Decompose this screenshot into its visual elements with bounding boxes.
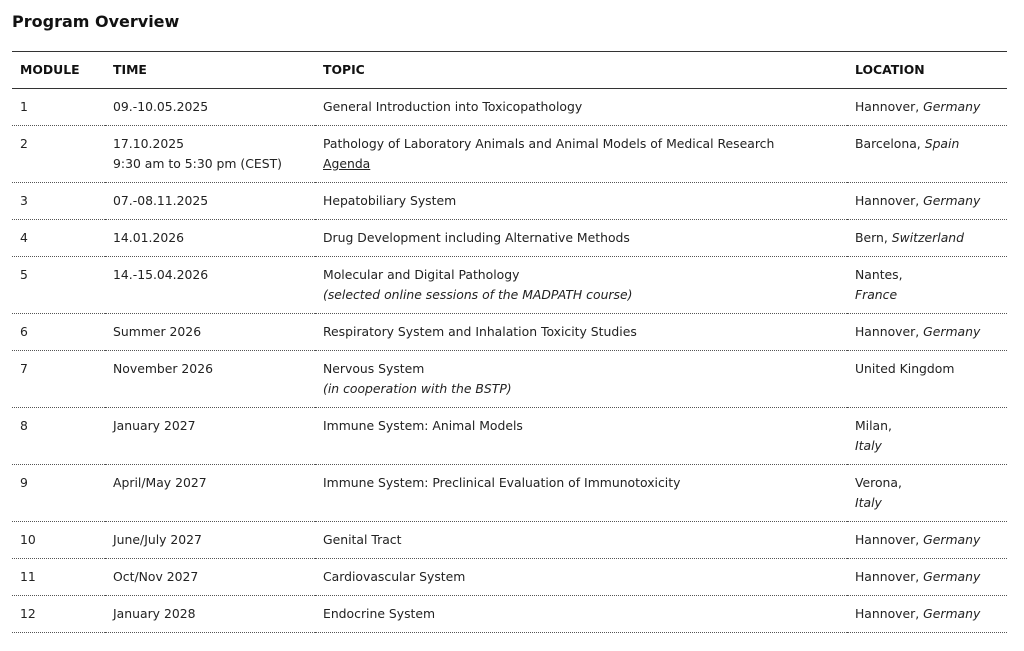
topic-cell: [315, 465, 847, 522]
location-city: Hannover,: [854, 324, 920, 339]
topic-cell: [315, 220, 847, 257]
header-location: LOCATION: [854, 62, 925, 77]
topic-note: (in cooperation with the BSTP): [323, 381, 512, 396]
topic-cell: [315, 314, 847, 351]
location-country: Italy: [854, 495, 882, 510]
topic-text: General Introduction into Toxicopathology: [323, 99, 583, 114]
time-cell: [105, 522, 315, 559]
time-text: 14.01.2026: [113, 230, 184, 245]
table-row: [12, 522, 1007, 559]
time-cell: [105, 257, 315, 314]
time-cell: [105, 559, 315, 596]
location-cell: [847, 126, 1007, 183]
location-cell: [847, 596, 1007, 633]
location-cell: [847, 257, 1007, 314]
location-country: Germany: [923, 606, 981, 621]
time-cell: [105, 351, 315, 408]
location-city: Milan,: [854, 418, 892, 433]
time-cell: [105, 89, 315, 126]
location-city: Hannover,: [854, 99, 920, 114]
location-country: Germany: [923, 532, 981, 547]
time-text: 14.-15.04.2026: [113, 267, 209, 282]
location-country: Switzerland: [891, 230, 965, 245]
time-text: January 2028: [113, 606, 196, 621]
location-country: Germany: [923, 569, 981, 584]
location-cell: [847, 314, 1007, 351]
location-cell: [847, 220, 1007, 257]
table-row: [12, 596, 1007, 633]
module-number-cell: 6: [12, 314, 105, 351]
table-body: [12, 89, 1007, 633]
location-country: Spain: [924, 136, 960, 151]
location-cell: [847, 183, 1007, 220]
location-city: Hannover,: [854, 569, 920, 584]
location-city: United Kingdom: [854, 361, 955, 376]
topic-text: Cardiovascular System: [323, 569, 466, 584]
location-country: France: [854, 287, 898, 302]
topic-cell: [315, 351, 847, 408]
location-city: Bern,: [854, 230, 888, 245]
topic-text: Hepatobiliary System: [323, 193, 457, 208]
table-row: [12, 351, 1007, 408]
time-text: November 2026: [113, 361, 213, 376]
location-city: Hannover,: [854, 606, 920, 621]
topic-text: Immune System: Animal Models: [323, 418, 523, 433]
topic-text: Molecular and Digital Pathology: [323, 267, 520, 282]
time-detail-text: 9:30 am to 5:30 pm (CEST): [113, 156, 282, 171]
location-city: Hannover,: [854, 193, 920, 208]
time-text: January 2027: [113, 418, 196, 433]
table-row: [12, 257, 1007, 314]
topic-cell: [315, 89, 847, 126]
table-row: [12, 126, 1007, 183]
topic-text: Immune System: Preclinical Evaluation of Immunotoxicity: [323, 475, 681, 490]
topic-cell: [315, 408, 847, 465]
page-title: Program Overview: [12, 12, 180, 31]
table-header-row: [12, 52, 1007, 89]
table-row: [12, 408, 1007, 465]
location-cell: [847, 465, 1007, 522]
module-number-cell: 2: [12, 126, 105, 183]
module-number-cell: 11: [12, 559, 105, 596]
time-text: April/May 2027: [113, 475, 207, 490]
time-cell: [105, 183, 315, 220]
location-cell: [847, 408, 1007, 465]
topic-cell: [315, 522, 847, 559]
topic-cell: [315, 183, 847, 220]
module-number-cell: 7: [12, 351, 105, 408]
topic-text: Nervous System: [323, 361, 425, 376]
time-cell: [105, 220, 315, 257]
table-row: [12, 559, 1007, 596]
module-number-cell: 1: [12, 89, 105, 126]
location-country: Germany: [923, 324, 981, 339]
table-row: [12, 465, 1007, 522]
module-number-cell: 9: [12, 465, 105, 522]
topic-text: Pathology of Laboratory Animals and Animal Models of Medical Research: [323, 136, 775, 151]
time-text: 17.10.2025: [113, 136, 184, 151]
header-time: TIME: [113, 62, 147, 77]
module-number-cell: 3: [12, 183, 105, 220]
time-text: 09.-10.05.2025: [113, 99, 209, 114]
topic-cell: [315, 257, 847, 314]
location-country: Germany: [923, 99, 981, 114]
location-city: Verona,: [854, 475, 902, 490]
table-row: [12, 314, 1007, 351]
topic-text: Drug Development including Alternative Methods: [323, 230, 630, 245]
time-cell: [105, 465, 315, 522]
topic-text: Respiratory System and Inhalation Toxicity Studies: [323, 324, 637, 339]
table-row: [12, 89, 1007, 126]
topic-cell: [315, 596, 847, 633]
time-cell: [105, 408, 315, 465]
time-cell: [105, 596, 315, 633]
location-city: Nantes,: [854, 267, 903, 282]
program-overview-section: [12, 0, 1007, 633]
location-cell: [847, 559, 1007, 596]
topic-cell: [315, 559, 847, 596]
location-cell: [847, 351, 1007, 408]
time-text: 07.-08.11.2025: [113, 193, 209, 208]
location-cell: [847, 89, 1007, 126]
location-city: Hannover,: [854, 532, 920, 547]
topic-cell: [315, 126, 847, 183]
module-number-cell: 10: [12, 522, 105, 559]
location-country: Italy: [854, 438, 882, 453]
location-cell: [847, 522, 1007, 559]
time-text: Summer 2026: [113, 324, 202, 339]
time-cell: [105, 126, 315, 183]
location-country: Germany: [923, 193, 981, 208]
topic-note: (selected online sessions of the MADPATH course): [323, 287, 633, 302]
module-number-cell: 8: [12, 408, 105, 465]
time-cell: [105, 314, 315, 351]
header-topic: TOPIC: [323, 62, 365, 77]
header-module: MODULE: [20, 62, 80, 77]
module-number-cell: 5: [12, 257, 105, 314]
agenda-link[interactable]: Agenda: [323, 156, 371, 171]
topic-text: Genital Tract: [323, 532, 402, 547]
table-row: [12, 183, 1007, 220]
time-text: Oct/Nov 2027: [113, 569, 199, 584]
location-city: Barcelona,: [854, 136, 921, 151]
module-number-cell: 4: [12, 220, 105, 257]
topic-text: Endocrine System: [323, 606, 436, 621]
module-number-cell: 12: [12, 596, 105, 633]
time-text: June/July 2027: [113, 532, 202, 547]
program-table: [12, 51, 1007, 633]
table-row: [12, 220, 1007, 257]
